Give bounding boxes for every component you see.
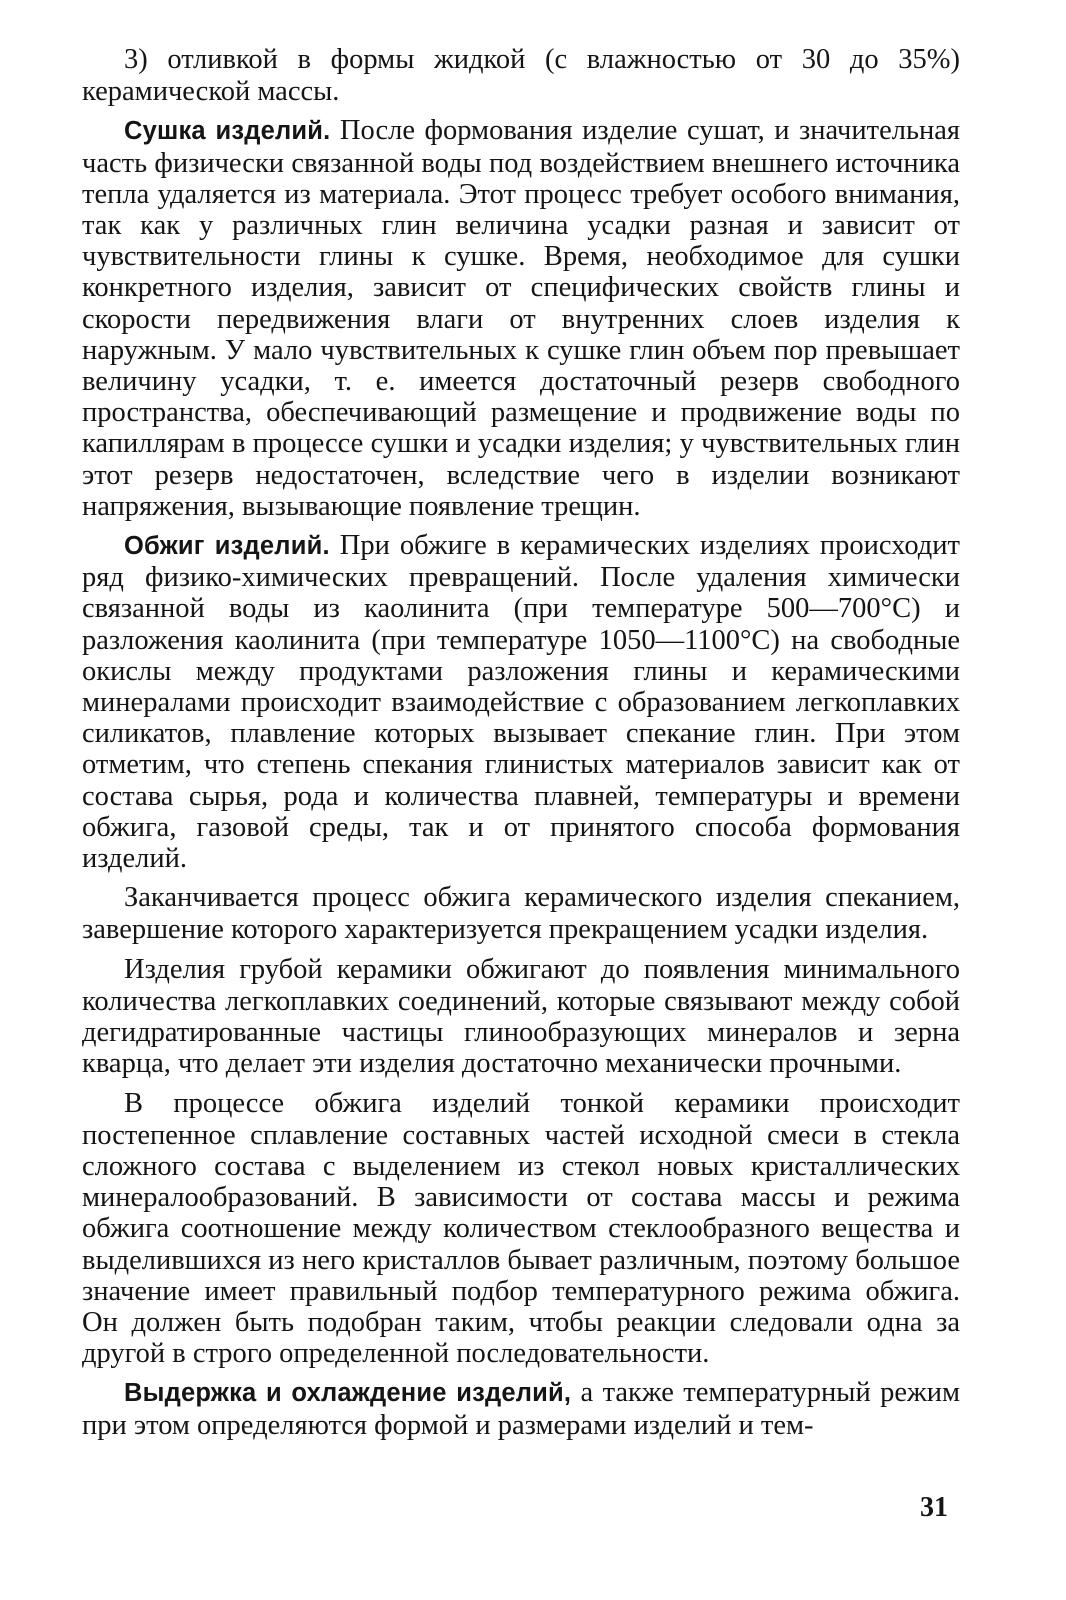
paragraph-heading-holding-cooling: Выдержка и охлаждение изделий, (124, 1379, 572, 1408)
paragraph-text: а также температурный режим при этом определяются формой и размерами изделий и тем- (82, 1377, 960, 1441)
page-number: 31 (920, 1492, 948, 1523)
paragraph-firing-end (82, 882, 960, 945)
paragraph-text: После формования изделие сушат, и значительная часть физически связанной воды под воздействием внешнего источника тепла удаляется из материала. Этот процесс требует особого внимания, так как у различных глин величина усадки разная и зависит от чувствительности глины к сушке. Время, необходимое для сушки конкретного изделия, зависит от специфических свойств глины и скорости передвижения влаги от внутренних слоев изделия к наружным. У мало чувствительных к сушке глин объем пор превышает величину усадки, т. е. имеется достаточный резерв свободного пространства, обеспечивающий размещение и продвижение воды по капиллярам в процессе сушки и усадки изделия; у чувствительных глин этот резерв недостаточен, вследствие чего в изделии возникают напряжения, вызывающие появление трещин. (82, 115, 960, 522)
paragraph-moulding-method (82, 44, 960, 107)
paragraph-text: 3) отливкой в формы жидкой (с влажностью от 30 до 35%) керамической массы. (82, 44, 960, 108)
paragraph-drying (82, 115, 960, 522)
paragraph-firing (82, 530, 960, 874)
paragraph-text: Заканчивается процесс обжига керамического изделия спеканием, завершение которого характеризуется прекращением усадки изделия. (82, 882, 960, 946)
paragraph-text: В процессе обжига изделий тонкой керамики происходит постепенное сплавление составных частей исходной смеси в стекла сложного состава с выделением из стекол новых кристаллических минералообразований. В зависимости от состава массы и режима обжига соотношение между количеством стеклообразного вещества и выделившихся из него кристаллов бывает различным, поэтому большое значение имеет правильный подбор температурного режима обжига. Он должен быть подобран таким, чтобы реакции следовали одна за другой в строго определенной последовательности. (82, 1087, 960, 1370)
paragraph-heading-drying: Сушка изделий. (124, 117, 331, 146)
paragraph-coarse-ceramics (82, 954, 960, 1080)
paragraph-heading-firing: Обжиг изделий. (124, 532, 330, 561)
page-body (82, 44, 960, 1449)
paragraph-text: Изделия грубой керамики обжигают до появления минимального количества легкоплавких соединений, которые связывают между собой дегидратированные частицы глинообразующих минералов и зерна кварца, что делает эти изделия достаточно механически прочными. (82, 953, 960, 1080)
paragraph-fine-ceramics (82, 1088, 960, 1370)
paragraph-holding-cooling (82, 1377, 960, 1440)
paragraph-text: При обжиге в керамических изделиях происходит ряд физико-химических превращений. После удаления химически связанной воды из каолинита (при температуре 500—700°С) и разложения каолинита (при температуре 1050—1100°С) на свободные окислы между продуктами разложения глины и керамическими минералами происходит взаимодействие с образованием легкоплавких силикатов, плавление которых вызывает спекание глин. При этом отметим, что степень спекания глинистых материалов зависит как от состава сырья, рода и количества плавней, температуры и времени обжига, газовой среды, так и от принятого способа формования изделий. (82, 530, 960, 875)
